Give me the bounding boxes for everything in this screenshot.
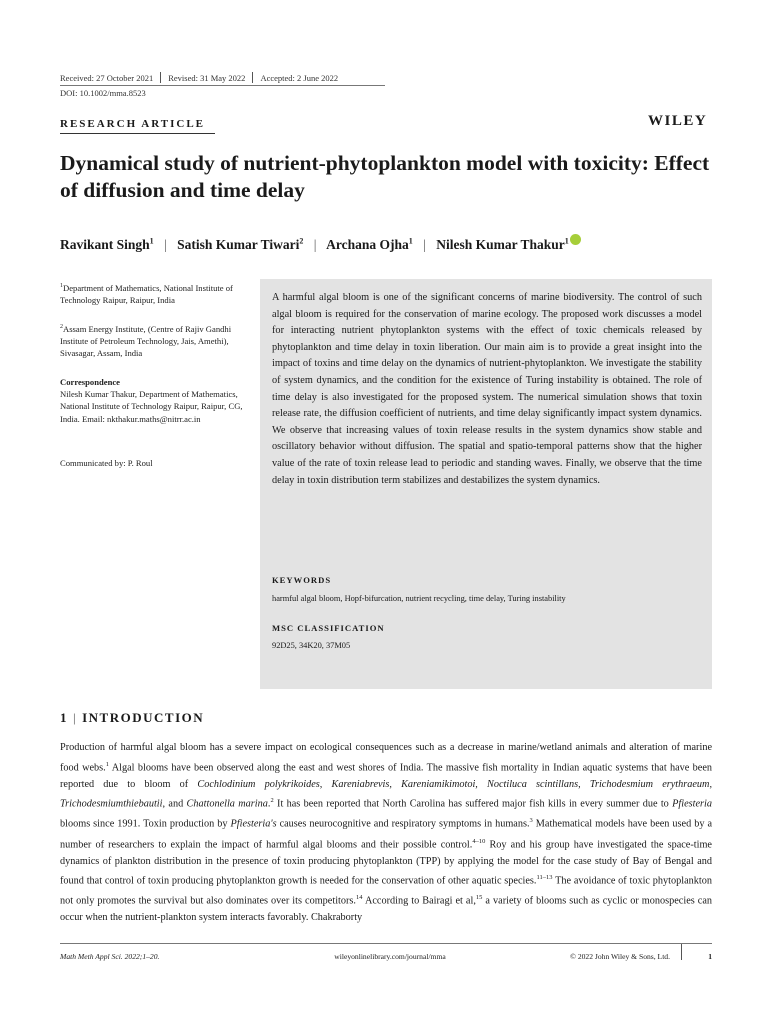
divider: | bbox=[423, 237, 426, 252]
article-type-underline bbox=[60, 133, 215, 134]
affiliation-2 bbox=[60, 321, 255, 359]
keywords-text: harmful algal bloom, Hopf-bifurcation, nutrient recycling, time delay, Turing instability bbox=[272, 594, 566, 603]
citation[interactable]: 11–13 bbox=[536, 874, 553, 882]
divider bbox=[160, 72, 161, 83]
introduction-paragraph bbox=[60, 740, 712, 927]
journal-citation: Math Meth Appl Sci. 2022;1–20. bbox=[60, 952, 160, 961]
body-text: , and bbox=[162, 798, 187, 810]
body-text: Production of harmful algal bloom has a severe impact on ecological consequences such as a decrease in marine/wetland animals and alteration of marine food webs. bbox=[60, 742, 712, 774]
affiliation-1 bbox=[60, 280, 255, 306]
body-text: Roy and his group have investigated the space-time dynamics of plankton distribution in the presence of toxin producing phytoplankton (TPP) by applying the model for the case study of Bay of Bengal and found that control of toxin producing phytoplankton growth is needed for the conservation of other aquatic species. bbox=[60, 838, 712, 887]
accepted-date: Accepted: 2 June 2022 bbox=[260, 73, 339, 83]
body-text: Mathematical models have been used by a number of researchers to explain the impact of harmful algal blooms and their possible control. bbox=[60, 818, 713, 850]
affiliation-text: Department of Mathematics, National Institute of Technology Raipur, Raipur, India bbox=[60, 282, 233, 306]
author-affiliation: 2 bbox=[299, 236, 304, 246]
correspondence bbox=[60, 376, 255, 425]
affiliation-text: Assam Energy Institute, (Centre of Rajiv Gandhi Institute of Petroleum Technology, Jais, Amethi), Sivasagar, Assam, India bbox=[60, 323, 232, 359]
article-type: RESEARCH ARTICLE bbox=[60, 118, 206, 130]
communicated-by: Communicated by: P. Roul bbox=[60, 458, 153, 468]
page-number: 1 bbox=[708, 952, 712, 961]
revised-date: Revised: 31 May 2022 bbox=[168, 73, 246, 83]
divider bbox=[252, 72, 253, 83]
body-text: blooms since 1991. Toxin production by bbox=[60, 818, 231, 830]
citation[interactable]: 3 bbox=[529, 817, 533, 825]
journal-url[interactable]: wileyonlinelibrary.com/journal/mma bbox=[334, 952, 446, 961]
divider bbox=[681, 944, 682, 960]
publisher-logo: WILEY bbox=[648, 113, 708, 129]
abstract-text: A harmful algal bloom is one of the significant concerns of marine biodiversity. The control of such algal bloom is required for the conservation of marine ecology. The proposed work discusses a model for interacting nutrient phytoplankton systems with the effect of toxic chemicals released by phytoplankton and time delay in toxin liberation. Our main aim is to provide a great insight into the impact of toxins and time delay on the dynamics of nutrient-phytoplankton. We investigate the stability of system dynamics, and the condition for the existence of Turing instability is obtained. The role of time delay is also investigated for the proposed system. The numerical simulation shows that toxin release rate, the diffusion coefficient of nutrients, and time delay significantly impact system dynamics. We observe that increasing values of toxin release results in the system dynamics show stable and oscillatory behavior without diffusion. The spatial and spatio-temporal patterns show that the higher value of the rate of toxin release lead to periodic and standing waves. Finally, we observe that the time delay in toxin distribution term stabilizes and destabilizes the system dynamics. bbox=[272, 292, 702, 486]
author-name: Ravikant Singh bbox=[60, 237, 150, 252]
body-text: According to Bairagi et al, bbox=[362, 895, 476, 907]
species-name: Pfiesteria's bbox=[230, 818, 277, 830]
citation[interactable]: 15 bbox=[475, 894, 483, 902]
citation[interactable]: 2 bbox=[270, 797, 274, 805]
copyright: © 2022 John Wiley & Sons, Ltd. bbox=[570, 952, 670, 961]
section-title: INTRODUCTION bbox=[82, 710, 205, 725]
section-heading bbox=[60, 710, 204, 726]
correspondence-text: Nilesh Kumar Thakur, Department of Mathematics, National Institute of Technology Raipur, Raipur, CG, India. Email: nkthakur.maths@nitrr.ac.in bbox=[60, 389, 243, 424]
author-name: Nilesh Kumar Thakur bbox=[436, 237, 565, 252]
species-name: Chattonella marina bbox=[186, 798, 268, 810]
publication-dates bbox=[60, 72, 338, 83]
keywords-title: KEYWORDS bbox=[272, 575, 332, 585]
divider: | bbox=[313, 237, 317, 252]
citation[interactable]: 4–10 bbox=[472, 837, 486, 845]
doi[interactable]: DOI: 10.1002/mma.8523 bbox=[60, 88, 146, 98]
msc-text: 92D25, 34K20, 37M05 bbox=[272, 641, 351, 650]
citation[interactable]: 1 bbox=[105, 760, 109, 768]
author-list bbox=[60, 234, 581, 253]
section-number: 1 bbox=[60, 710, 68, 725]
body-text: . bbox=[267, 798, 271, 810]
divider: | bbox=[164, 237, 167, 252]
affiliation-number: 2 bbox=[60, 324, 63, 330]
received-date: Received: 27 October 2021 bbox=[60, 73, 154, 83]
species-name: Pfiesteria bbox=[672, 798, 712, 810]
author-name: Satish Kumar Tiwari bbox=[177, 237, 300, 252]
divider: | bbox=[73, 710, 78, 725]
citation[interactable]: 14 bbox=[356, 894, 363, 902]
header-rule bbox=[60, 85, 385, 86]
author-name: Archana Ojha bbox=[326, 237, 409, 252]
orcid-icon[interactable] bbox=[570, 234, 581, 245]
author-affiliation: 1 bbox=[149, 236, 154, 246]
correspondence-title: Correspondence bbox=[60, 377, 120, 387]
body-text: Algal blooms have been observed along the east and west shores of India. The massive fish mortality in Indian aquatic systems that have been reported due to bloom of bbox=[60, 762, 713, 790]
footer-rule bbox=[60, 943, 712, 944]
body-text: It has been reported that North Carolina has suffered major fish kills in every summer due to bbox=[273, 798, 673, 810]
species-names: Cochlodinium polykrikoides, Kareniabrevis, Kareniamikimotoi, Noctiluca scintillans, Trichodesmium erythraeum, Trichodesmiumthiebautii bbox=[60, 778, 713, 810]
affiliation-number: 1 bbox=[60, 283, 63, 289]
msc-title: MSC CLASSIFICATION bbox=[272, 623, 385, 633]
body-text: The avoidance of toxic phytoplankton not only promotes the survival but also dominates over its competitors. bbox=[60, 875, 712, 907]
paper-title: Dynamical study of nutrient-phytoplankton model with toxicity: Effect of diffusion and time delay bbox=[60, 151, 710, 202]
body-text: causes neurocognitive and respiratory symptoms in humans. bbox=[276, 818, 530, 830]
body-text: a variety of blooms such as cyclic or monospecies can occur when the nutrient-plankton system interacts favorably. Chakraborty bbox=[60, 895, 713, 924]
author-affiliation: 1 bbox=[408, 236, 413, 246]
author-affiliation: 1 bbox=[564, 236, 569, 246]
